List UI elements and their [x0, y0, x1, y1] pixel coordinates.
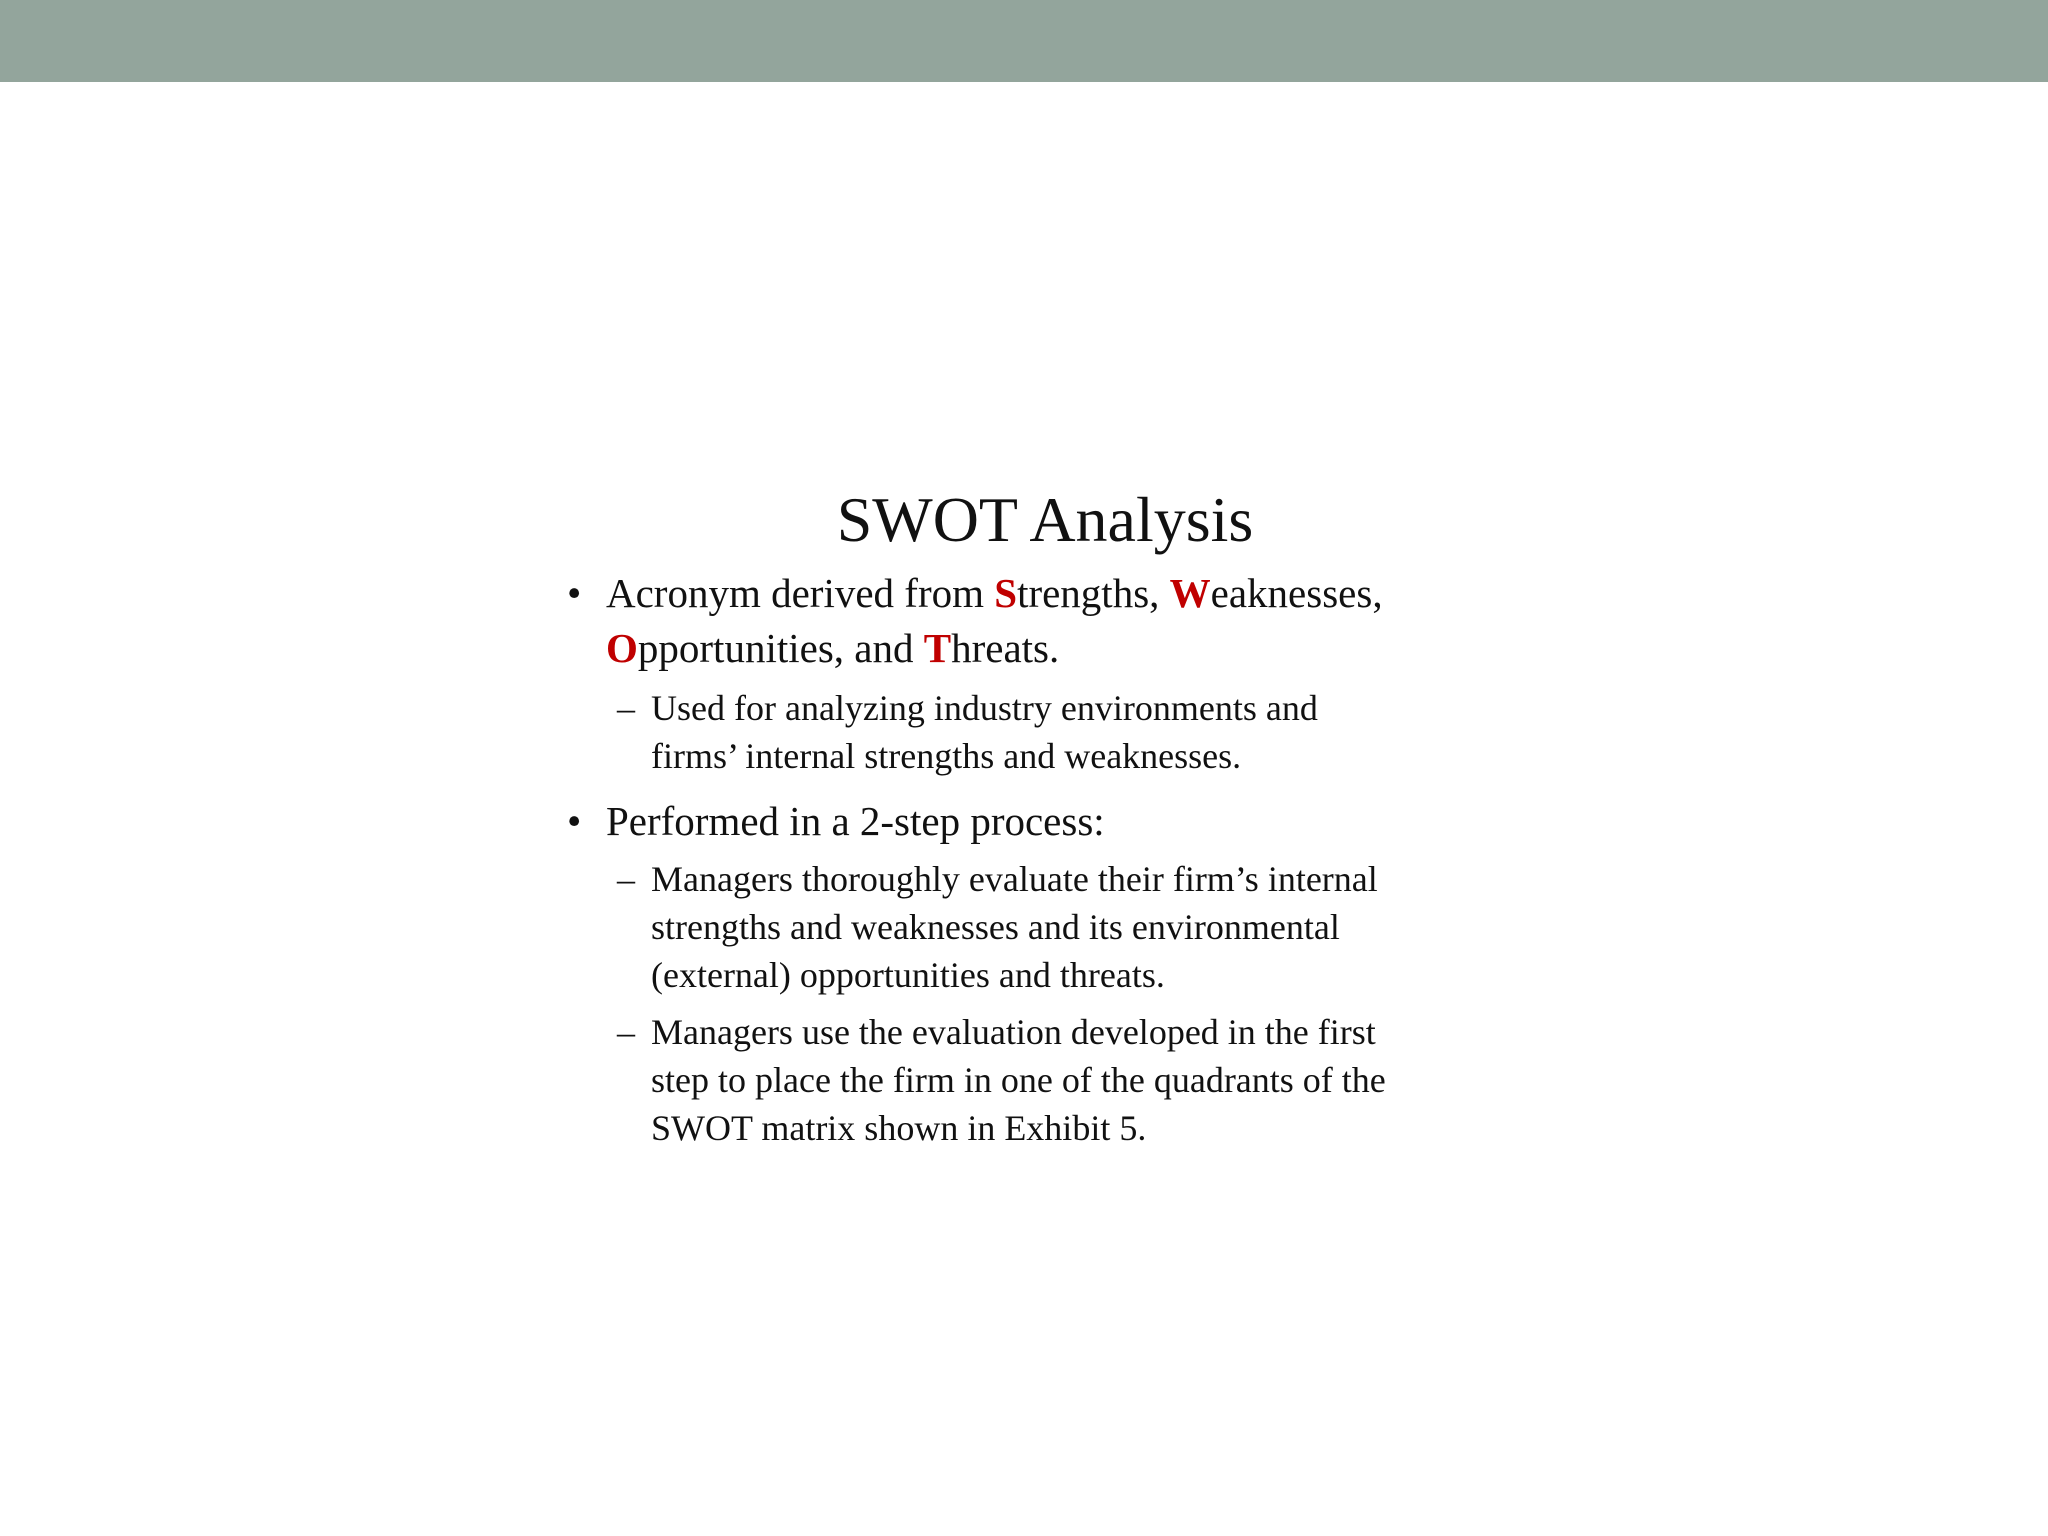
- sub-bullet-line: Used for analyzing industry environments and: [651, 688, 1318, 728]
- bullet-text: eaknesses,: [1210, 570, 1383, 616]
- bullet-text: hreats.: [951, 625, 1060, 671]
- top-banner: [0, 0, 2048, 82]
- bullet-text: Performed in a 2-step process:: [606, 798, 1105, 844]
- sub-bullet-step1: [555, 855, 1535, 999]
- sub-bullet-line: strengths and weaknesses and its environmental: [651, 907, 1340, 947]
- bullet-text: Acronym derived from: [606, 570, 995, 616]
- bullet-acronym: [555, 566, 1535, 676]
- highlight-letter-s: S: [994, 570, 1018, 616]
- sub-bullet-marker: –: [617, 688, 635, 728]
- sub-bullet-marker: –: [617, 859, 635, 899]
- bullet-line: [606, 621, 1535, 676]
- sub-bullet-step2: [555, 1008, 1535, 1152]
- sub-bullet-marker: –: [617, 1012, 635, 1052]
- slide-content: [555, 480, 1535, 1152]
- sub-bullet-line: firms’ internal strengths and weaknesses.: [651, 736, 1242, 776]
- sub-bullet-line: (external) opportunities and threats.: [651, 955, 1165, 995]
- bullet-process: [555, 794, 1535, 849]
- bullet-text: pportunities, and: [637, 625, 924, 671]
- sub-bullet-line: SWOT matrix shown in Exhibit 5.: [651, 1108, 1147, 1148]
- bullet-text: trengths,: [1017, 570, 1170, 616]
- highlight-letter-o: O: [606, 625, 638, 671]
- sub-bullet-line: Managers thoroughly evaluate their firm’s internal: [651, 859, 1378, 899]
- highlight-letter-t: T: [923, 625, 952, 671]
- bullet-line: [606, 566, 1535, 621]
- slide-title: SWOT Analysis: [836, 484, 1254, 555]
- highlight-letter-w: W: [1169, 570, 1211, 616]
- sub-bullet-line: step to place the firm in one of the quadrants of the: [651, 1060, 1386, 1100]
- bullet-marker: •: [567, 798, 582, 844]
- bullet-marker: •: [567, 570, 582, 616]
- sub-bullet-usage: [555, 684, 1535, 780]
- sub-bullet-line: Managers use the evaluation developed in the first: [651, 1012, 1376, 1052]
